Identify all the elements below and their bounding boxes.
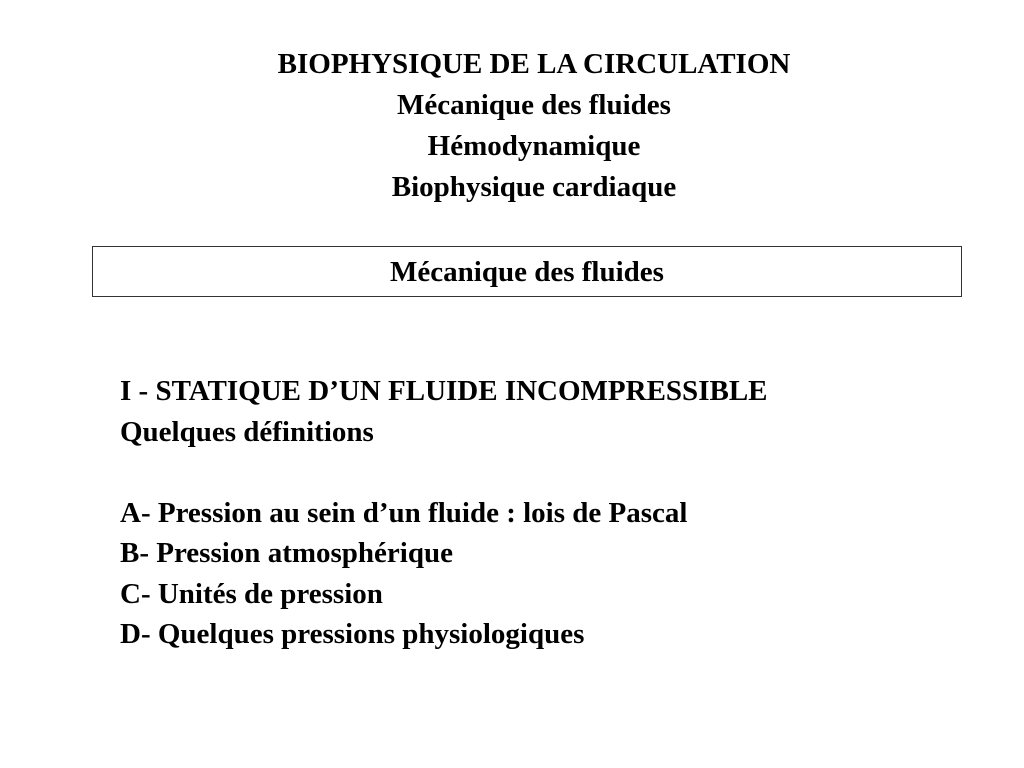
spacer xyxy=(120,452,768,493)
subtitle-mecanique: Mécanique des fluides xyxy=(397,89,671,121)
list-item: A- Pression au sein d’un fluide : lois de Pascal xyxy=(120,496,688,529)
list-item: C- Unités de pression xyxy=(120,577,383,610)
section-title-box xyxy=(92,246,962,297)
content-subheading: Quelques définitions xyxy=(120,415,374,448)
list-item: B- Pression atmosphérique xyxy=(120,537,453,569)
main-title: BIOPHYSIQUE DE LA CIRCULATION xyxy=(277,48,791,80)
title-block xyxy=(0,44,1024,208)
section-title: Mécanique des fluides xyxy=(390,256,664,288)
subtitle-biophysique-cardiaque: Biophysique cardiaque xyxy=(391,171,677,203)
list-item: D- Quelques pressions physiologiques xyxy=(120,618,585,650)
content-block xyxy=(120,371,768,655)
content-heading: I - STATIQUE D’UN FLUIDE INCOMPRESSIBLE xyxy=(120,375,768,407)
subtitle-hemodynamique: Hémodynamique xyxy=(427,130,641,162)
